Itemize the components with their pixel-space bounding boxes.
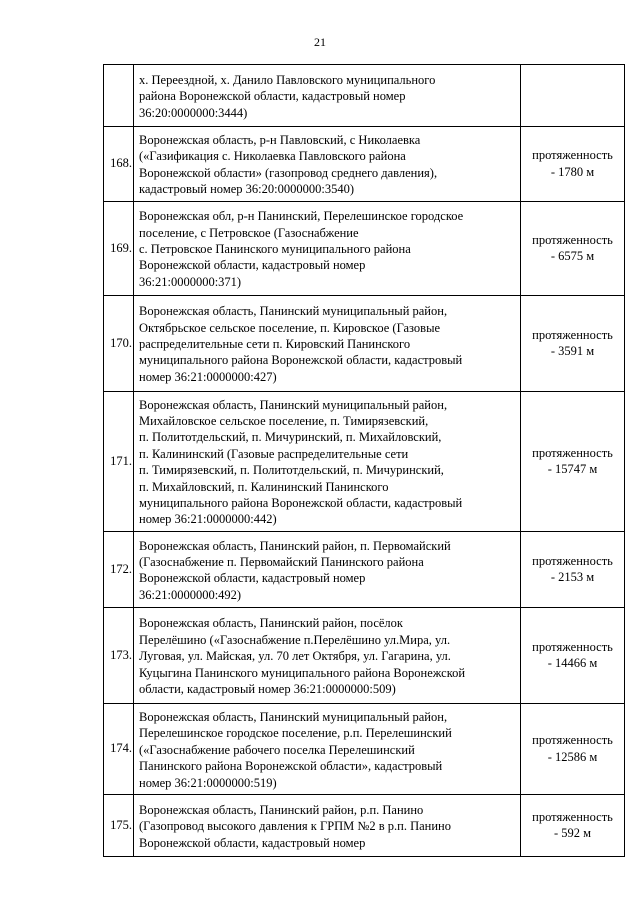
description-line: 36:21:0000000:371) <box>139 274 242 289</box>
description-line: Воронежской области» (газопровод среднего давления), <box>139 165 438 180</box>
length-label: протяженность <box>532 810 613 824</box>
object-description <box>134 201 521 295</box>
row-number: 168. <box>104 127 134 202</box>
description-line: поселение, с Петровское (Газоснабжение <box>139 225 359 240</box>
description-line: Воронежская обл, р-н Панинский, Перелешинское городское <box>139 209 464 224</box>
description-line: Октябрьское сельское поселение, п. Кировское (Газовые <box>139 320 441 335</box>
table-row <box>104 607 625 703</box>
row-number: 171. <box>104 391 134 531</box>
description-line: Воронежской области, кадастровый номер <box>139 835 366 850</box>
description-line: области, кадастровый номер 36:21:0000000:509) <box>139 681 396 696</box>
pipeline-length <box>521 607 625 703</box>
table-row <box>104 65 625 127</box>
length-value: - 15747 м <box>547 462 598 477</box>
description-line: распределительные сети п. Кировский Панинского <box>139 336 411 351</box>
description-line: номер 36:21:0000000:427) <box>139 369 277 384</box>
gas-pipeline-registry-table <box>103 64 625 857</box>
description-line: х. Переездной, х. Данило Павловского муниципального <box>139 72 436 87</box>
description-line: Воронежской области, кадастровый номер <box>139 571 366 586</box>
registry-table-body <box>104 65 625 857</box>
pipeline-length <box>521 703 625 794</box>
table-row <box>104 201 625 295</box>
length-label: протяженность <box>532 733 613 748</box>
object-description <box>134 607 521 703</box>
row-number: 173. <box>104 607 134 703</box>
description-line: с. Петровское Панинского муниципального района <box>139 241 411 256</box>
table-row <box>104 703 625 794</box>
description-line: («Газоснабжение рабочего поселка Перелешинский <box>139 742 415 757</box>
object-description <box>134 65 521 127</box>
table-row <box>104 391 625 531</box>
length-value: - 14466 м <box>547 656 598 671</box>
description-line: 36:20:0000000:3444) <box>139 105 248 120</box>
description-line: Воронежская область, Панинский муниципальный район, <box>139 397 448 412</box>
length-label: протяженность <box>532 232 613 247</box>
row-number: 169. <box>104 201 134 295</box>
length-label: протяженность <box>532 553 613 568</box>
description-line: номер 36:21:0000000:519) <box>139 775 277 790</box>
table-row <box>104 295 625 391</box>
object-description <box>134 703 521 794</box>
row-number: 175. <box>104 794 134 856</box>
description-line: 36:21:0000000:492) <box>139 587 242 602</box>
object-description <box>134 391 521 531</box>
description-line: п. Михайловский, п. Калининский Панинского <box>139 479 389 494</box>
row-number: 170. <box>104 295 134 391</box>
description-line: п. Тимирязевский, п. Политотдельский, п. Мичуринский, <box>139 463 444 478</box>
description-line: Воронежская область, Панинский район, посёлок <box>139 616 403 631</box>
pipeline-length <box>521 391 625 531</box>
description-line: кадастровый номер 36:20:0000000:3540) <box>139 182 354 197</box>
length-value: - 6575 м <box>550 249 595 264</box>
row-number: 172. <box>104 531 134 607</box>
pipeline-length <box>521 794 625 856</box>
pipeline-length <box>521 127 625 202</box>
description-line: Панинского района Воронежской области», кадастровый <box>139 759 443 774</box>
description-line: Воронежская область, р-н Павловский, с Николаевка <box>139 133 421 147</box>
description-line: Воронежская область, Панинский район, п. Первомайский <box>139 538 451 553</box>
object-description <box>134 127 521 202</box>
length-value: - 3591 м <box>550 344 595 359</box>
description-line: муниципального района Воронежской области, кадастровый <box>139 496 463 511</box>
description-line: района Воронежской области, кадастровый номер <box>139 89 406 104</box>
pipeline-length <box>521 295 625 391</box>
row-number <box>104 65 134 127</box>
pipeline-length <box>521 65 625 127</box>
description-line: Перелёшино («Газоснабжение п.Перелёшино ул.Мира, ул. <box>139 632 451 647</box>
description-line: п. Калининский (Газовые распределительные сети <box>139 446 409 461</box>
description-line: (Газопровод высокого давления к ГРПМ №2 в р.п. Панино <box>139 819 451 834</box>
length-value: - 12586 м <box>547 749 598 764</box>
description-line: Воронежская область, Панинский район, р.п. Панино <box>139 802 424 817</box>
length-value: - 2153 м <box>550 570 595 585</box>
table-row <box>104 794 625 856</box>
row-number: 174. <box>104 703 134 794</box>
length-label: протяженность <box>532 148 613 163</box>
pipeline-length <box>521 531 625 607</box>
page-number: 21 <box>314 35 326 49</box>
description-line: («Газификация с. Николаевка Павловского района <box>139 149 406 164</box>
description-line: номер 36:21:0000000:442) <box>139 512 277 527</box>
length-label: протяженность <box>532 639 613 654</box>
table-row <box>104 127 625 202</box>
description-line: Воронежская область, Панинский муниципальный район, <box>139 304 448 319</box>
table-row <box>104 531 625 607</box>
object-description <box>134 794 521 856</box>
description-line: Воронежская область, Панинский муниципальный район, <box>139 709 448 724</box>
description-line: Куцыгина Панинского муниципального района Воронежской <box>139 665 466 680</box>
description-line: муниципального района Воронежской области, кадастровый <box>139 353 463 368</box>
object-description <box>134 531 521 607</box>
description-line: (Газоснабжение п. Первомайский Панинского района <box>139 554 424 569</box>
length-value: - 1780 м <box>550 164 595 179</box>
description-line: п. Политотдельский, п. Мичуринский, п. Михайловский, <box>139 430 442 445</box>
length-label: протяженность <box>532 445 613 460</box>
object-description <box>134 295 521 391</box>
pipeline-length <box>521 201 625 295</box>
length-value: - 592 м <box>553 826 592 841</box>
description-line: Михайловское сельское поселение, п. Тимирязевский, <box>139 414 429 429</box>
description-line: Воронежской области, кадастровый номер <box>139 258 366 273</box>
description-line: Луговая, ул. Майская, ул. 70 лет Октября, ул. Гагарина, ул. <box>139 649 451 664</box>
description-line: Перелешинское городское поселение, р.п. Перелешинский <box>139 726 452 741</box>
length-label: протяженность <box>532 327 613 342</box>
